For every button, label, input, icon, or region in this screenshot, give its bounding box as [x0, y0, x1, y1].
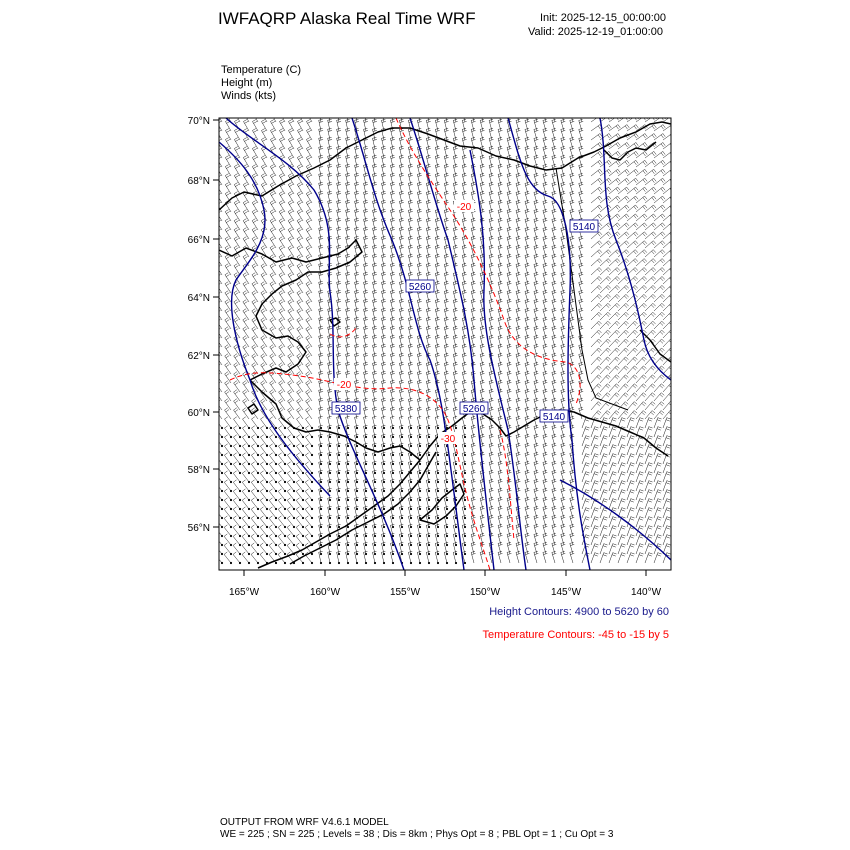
wind-barb-flag	[672, 169, 674, 172]
wind-barb-flag	[672, 178, 674, 181]
wind-barb-flag	[391, 113, 395, 114]
wind-barb-flag	[270, 110, 273, 112]
wind-barb-flag	[373, 113, 377, 114]
wind-barb-flag	[526, 112, 530, 113]
wind-barb-flag	[498, 110, 502, 111]
wind-barb-flag	[499, 112, 503, 113]
wind-barb-flag	[462, 110, 466, 111]
wind-barb-flag	[346, 113, 350, 114]
wind-barb-flag	[399, 110, 403, 111]
wind-barb-flag	[570, 110, 574, 111]
wind-barb-flag	[480, 110, 484, 111]
wind-barb-flag	[337, 113, 341, 114]
wind-barb-flag	[427, 112, 431, 113]
wind-barb-flag	[319, 113, 323, 114]
wind-barb-flag	[390, 110, 394, 111]
wind-barb-flag	[516, 110, 520, 111]
wind-barb-flag	[463, 112, 467, 113]
wind-barb-flag	[216, 110, 219, 112]
wind-barb-flag	[408, 110, 412, 111]
wind-barb-flag	[355, 110, 359, 111]
wind-barb-flag	[263, 112, 266, 114]
wind-barb-flag	[216, 363, 219, 365]
wind-barb-flag	[507, 110, 511, 111]
wind-barb-flag	[552, 112, 556, 113]
wind-barb-flag	[373, 110, 377, 111]
wind-barb-flag	[418, 112, 422, 113]
wind-barb-flag	[297, 110, 300, 112]
variable-temperature: Temperature (C)	[221, 64, 302, 76]
wind-barb-flag	[671, 259, 674, 262]
wind-barb-flag	[272, 112, 275, 114]
wind-barb-flag	[216, 372, 219, 374]
wind-barb-flag	[489, 110, 493, 111]
wind-barb-flag	[672, 125, 674, 128]
wind-barb-flag	[671, 223, 674, 226]
wind-barb-flag	[543, 110, 547, 111]
wind-barb-flag	[417, 110, 421, 111]
wind-barb-flag	[364, 110, 368, 111]
wind-barb-flag	[337, 110, 341, 111]
wind-barb-flag	[355, 113, 359, 114]
wind-barb-flag	[252, 110, 255, 112]
wind-barb-flag	[328, 110, 332, 111]
wind-barb-flag	[579, 112, 583, 113]
valid-time: Valid: 2025-12-19_01:00:00	[528, 26, 663, 38]
wind-barb-flag	[570, 112, 574, 113]
wind-barb-flag	[472, 112, 476, 113]
wind-barb-flag	[288, 110, 291, 112]
wind-barb-flag	[245, 112, 248, 114]
wind-barb-flag	[454, 112, 458, 113]
variable-height: Height (m)	[221, 77, 273, 89]
wind-barb-flag	[672, 151, 674, 154]
wind-barb-flag	[409, 112, 413, 113]
wind-barb-flag	[672, 134, 674, 137]
wind-barb-flag	[236, 112, 239, 114]
wind-barb-flag	[435, 110, 439, 111]
wind-barb-flag	[534, 110, 538, 111]
wind-barb-flag	[561, 110, 565, 111]
wind-barb-flag	[481, 112, 485, 113]
wind-barb-flag	[426, 110, 430, 111]
wind-barb-flag	[281, 112, 284, 114]
wind-barb-flag	[561, 112, 565, 113]
wind-barb-flag	[444, 110, 448, 111]
wind-barb-flag	[453, 110, 457, 111]
wind-barb-flag	[225, 110, 228, 112]
wind-barb-flag	[671, 232, 674, 235]
wind-barb-flag	[243, 110, 246, 112]
wind-barb-flag	[308, 112, 311, 114]
wind-barb-flag	[671, 205, 674, 208]
wind-barb-flag	[671, 250, 674, 253]
wind-barb-flag	[400, 113, 404, 114]
wind-barb-flag	[672, 116, 674, 119]
wind-barb-flag	[671, 241, 674, 244]
wind-barb-flag	[234, 110, 237, 112]
wind-barb-flag	[543, 112, 547, 113]
wind-barb-flag	[436, 112, 440, 113]
wind-barb-flag	[290, 112, 293, 114]
wind-barb-flag	[254, 112, 257, 114]
wind-barb-flag	[382, 113, 386, 114]
wind-barb-flag	[227, 112, 230, 114]
wind-barb-flag	[299, 112, 302, 114]
wind-barb-flag	[672, 196, 675, 199]
wind-barb-flag	[445, 112, 449, 113]
wind-barb-flag	[672, 160, 674, 163]
wind-barb-flag	[535, 112, 539, 113]
wind-barb-flag	[552, 110, 556, 111]
wind-barb-flag	[672, 187, 675, 190]
wind-barb-flag	[306, 110, 309, 112]
wind-barb-flag	[364, 113, 368, 114]
init-time: Init: 2025-12-15_00:00:00	[540, 12, 666, 24]
variable-winds: Winds (kts)	[221, 90, 276, 102]
plot-title: IWFAQRP Alaska Real Time WRF	[218, 9, 476, 28]
wind-barb-flag	[525, 110, 529, 111]
wind-barb-flag	[490, 112, 494, 113]
wind-barb-flag	[216, 381, 219, 383]
wind-barb-flag	[579, 110, 583, 111]
wind-barb-flag	[381, 110, 385, 111]
wind-barb-flag	[319, 110, 323, 111]
wind-barb-flag	[216, 390, 219, 392]
wind-barb-flag	[517, 112, 521, 113]
wind-barb-flag	[261, 110, 264, 112]
wind-barb-flag	[279, 110, 282, 112]
wind-barb-flag	[471, 110, 475, 111]
wind-barb-flag	[672, 142, 674, 145]
wind-barb-flag	[346, 110, 350, 111]
wind-barb-flag	[671, 214, 674, 217]
wind-barb-flag	[216, 408, 219, 410]
wind-barb-flag	[216, 399, 219, 401]
wind-barb-flag	[218, 112, 221, 114]
wind-barb-flag	[328, 113, 332, 114]
wind-barb-flag	[508, 112, 512, 113]
